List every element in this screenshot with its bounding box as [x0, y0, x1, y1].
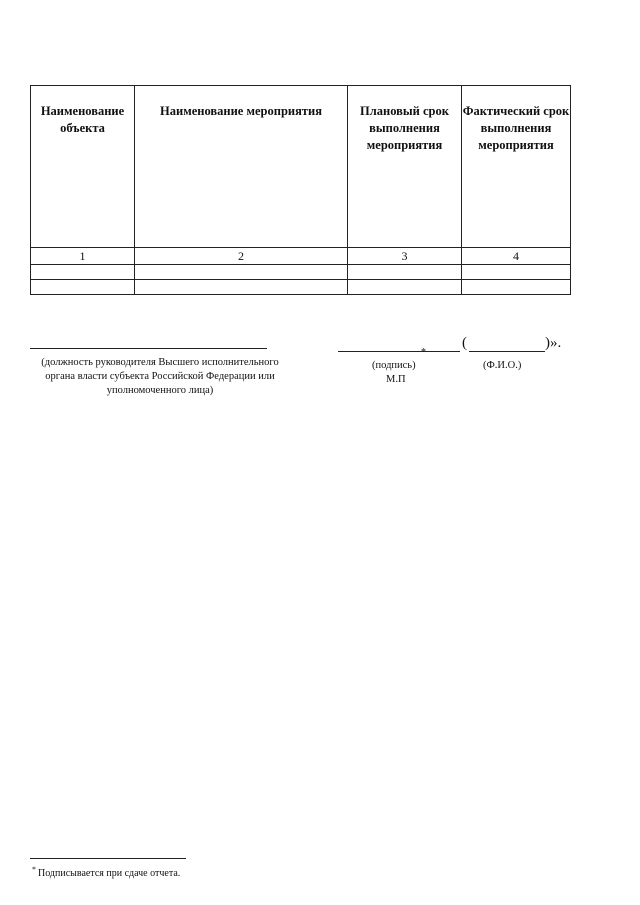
column-number: 2 [135, 248, 348, 265]
table-cell [31, 265, 135, 280]
header-planned-deadline: Плановый срок выполнения мероприятия [348, 86, 462, 248]
footnote-mark: * [32, 865, 36, 874]
table-header-row [31, 86, 571, 248]
table-row [31, 265, 571, 280]
report-table [30, 85, 571, 295]
signature-caption: (подпись) [372, 360, 416, 371]
table-cell [348, 265, 462, 280]
header-actual-deadline: Фактический срок выполнения мероприятия [462, 86, 571, 248]
table-cell [462, 265, 571, 280]
fio-caption: (Ф.И.О.) [483, 360, 522, 371]
column-number: 1 [31, 248, 135, 265]
table-cell [462, 280, 571, 295]
header-activity-name: Наименование мероприятия [135, 86, 348, 248]
table-cell [135, 265, 348, 280]
fio-line [469, 351, 545, 352]
table-cell [348, 280, 462, 295]
table-cell [135, 280, 348, 295]
position-line [30, 348, 267, 349]
signature-line [338, 351, 460, 352]
footnote-reference: * [421, 347, 426, 358]
fio-paren-open: ( [462, 335, 467, 351]
header-object-name: Наименование объекта [31, 86, 135, 248]
column-number-row [31, 248, 571, 265]
column-number: 3 [348, 248, 462, 265]
footnote-separator [30, 858, 186, 859]
column-number: 4 [462, 248, 571, 265]
fio-paren-close: )». [545, 335, 562, 351]
footnote-text: Подписывается при сдаче отчета. [38, 868, 181, 879]
table-cell [31, 280, 135, 295]
stamp-caption: М.П [386, 374, 406, 385]
position-caption: (должность руководителя Высшего исполнительного органа власти субъекта Российской Федерации или уполномоченного лица) [41, 357, 279, 396]
table-row [31, 280, 571, 295]
